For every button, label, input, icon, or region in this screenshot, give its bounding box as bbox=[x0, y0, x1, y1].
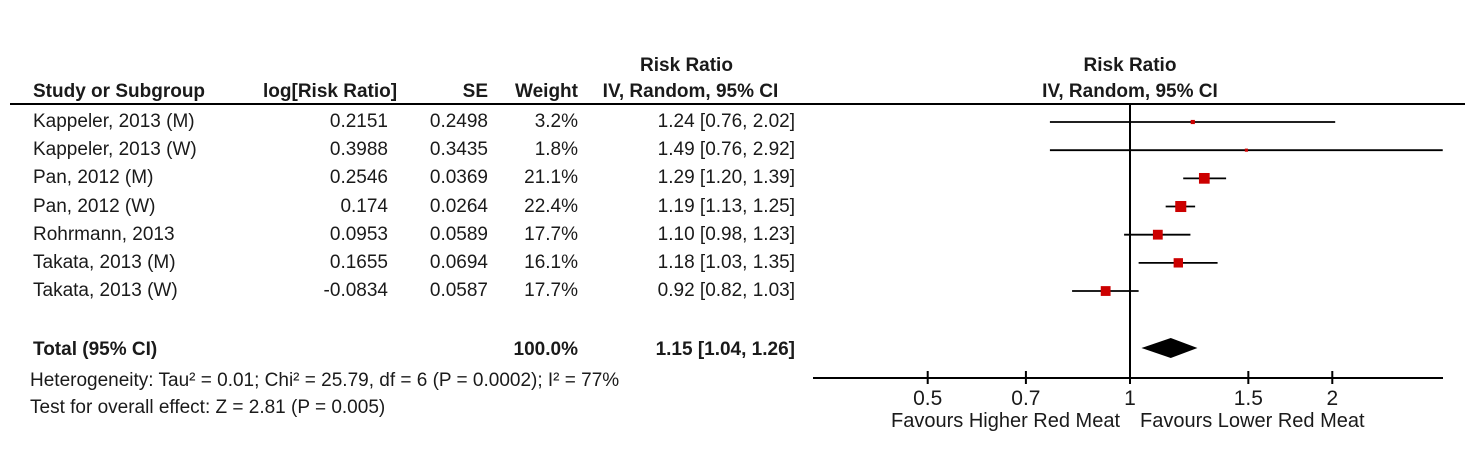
heterogeneity-stats: Heterogeneity: Tau² = 0.01; Chi² = 25.79, df = 6 (P = 0.0002); I² = 77% bbox=[30, 370, 620, 391]
se-value: 0.0369 bbox=[429, 167, 488, 189]
ci-column-header: IV, Random, 95% CI bbox=[602, 81, 779, 102]
weight-value: 22.4% bbox=[524, 195, 578, 217]
rr-ci-text: 1.24 [0.76, 2.02] bbox=[657, 111, 795, 132]
se-value: 0.3435 bbox=[429, 139, 488, 161]
summary-diamond bbox=[1141, 338, 1197, 358]
plot-header-top: Risk Ratio bbox=[1083, 55, 1177, 76]
weight-value: 17.7% bbox=[524, 223, 578, 245]
log-rr-value: 0.2546 bbox=[329, 167, 388, 189]
se-value: 0.0587 bbox=[429, 280, 488, 302]
total-label: Total (95% CI) bbox=[33, 339, 158, 360]
study-label: Pan, 2012 (W) bbox=[33, 195, 156, 217]
weight-value: 17.7% bbox=[524, 280, 578, 302]
rr-ci-text: 1.19 [1.13, 1.25] bbox=[657, 195, 795, 217]
plot-header-bottom: IV, Random, 95% CI bbox=[1042, 81, 1218, 102]
effect-square bbox=[1245, 149, 1248, 152]
se-value: 0.0589 bbox=[429, 223, 488, 245]
log-rr-value: 0.174 bbox=[340, 195, 388, 217]
se-value: 0.2498 bbox=[429, 111, 488, 132]
se-value: 0.0694 bbox=[429, 251, 488, 273]
effect-square bbox=[1174, 258, 1183, 267]
effect-square bbox=[1191, 120, 1195, 124]
rr-ci-text: 1.49 [0.76, 2.92] bbox=[657, 139, 795, 161]
log-rr-value: 0.0953 bbox=[329, 223, 388, 245]
weight-value: 3.2% bbox=[534, 111, 578, 132]
ci-column-header-top: Risk Ratio bbox=[640, 55, 733, 76]
favours-right-label: Favours Lower Red Meat bbox=[1140, 410, 1365, 432]
effect-square bbox=[1199, 173, 1210, 184]
total-weight: 100.0% bbox=[513, 339, 578, 360]
rr-ci-text: 1.18 [1.03, 1.35] bbox=[657, 251, 795, 273]
study-label: Kappeler, 2013 (M) bbox=[33, 111, 195, 132]
rr-ci-text: 1.29 [1.20, 1.39] bbox=[657, 167, 795, 189]
study-label: Pan, 2012 (M) bbox=[33, 167, 154, 189]
effect-square bbox=[1101, 286, 1111, 296]
overall-effect-test: Test for overall effect: Z = 2.81 (P = 0.005) bbox=[30, 397, 386, 418]
study-label: Takata, 2013 (M) bbox=[33, 251, 176, 273]
study-label: Takata, 2013 (W) bbox=[33, 280, 178, 302]
study-column-header: Study or Subgroup bbox=[33, 81, 206, 102]
tick-label: 0.7 bbox=[1011, 387, 1041, 410]
weight-value: 16.1% bbox=[524, 251, 578, 273]
log-rr-value: 0.2151 bbox=[329, 111, 388, 132]
log-rr-value: 0.3988 bbox=[329, 139, 388, 161]
effect-square bbox=[1153, 230, 1163, 240]
log-rr-column-header: log[Risk Ratio] bbox=[263, 81, 398, 102]
tick-label: 2 bbox=[1326, 387, 1339, 410]
log-rr-value: 0.1655 bbox=[329, 251, 388, 273]
rr-ci-text: 1.10 [0.98, 1.23] bbox=[657, 223, 795, 245]
rr-ci-text: 0.92 [0.82, 1.03] bbox=[657, 280, 795, 302]
weight-column-header: Weight bbox=[515, 81, 578, 102]
favours-left-label: Favours Higher Red Meat bbox=[891, 410, 1120, 432]
total-ci-text: 1.15 [1.04, 1.26] bbox=[655, 339, 795, 360]
tick-label: 0.5 bbox=[913, 387, 943, 410]
tick-label: 1.5 bbox=[1233, 387, 1263, 410]
weight-value: 21.1% bbox=[524, 167, 578, 189]
log-rr-value: -0.0834 bbox=[323, 280, 388, 302]
study-label: Kappeler, 2013 (W) bbox=[33, 139, 197, 161]
study-label: Rohrmann, 2013 bbox=[33, 223, 175, 245]
tick-label: 1 bbox=[1124, 387, 1136, 410]
effect-square bbox=[1175, 201, 1186, 212]
se-column-header: SE bbox=[462, 81, 488, 102]
se-value: 0.0264 bbox=[429, 195, 488, 217]
weight-value: 1.8% bbox=[534, 139, 578, 161]
